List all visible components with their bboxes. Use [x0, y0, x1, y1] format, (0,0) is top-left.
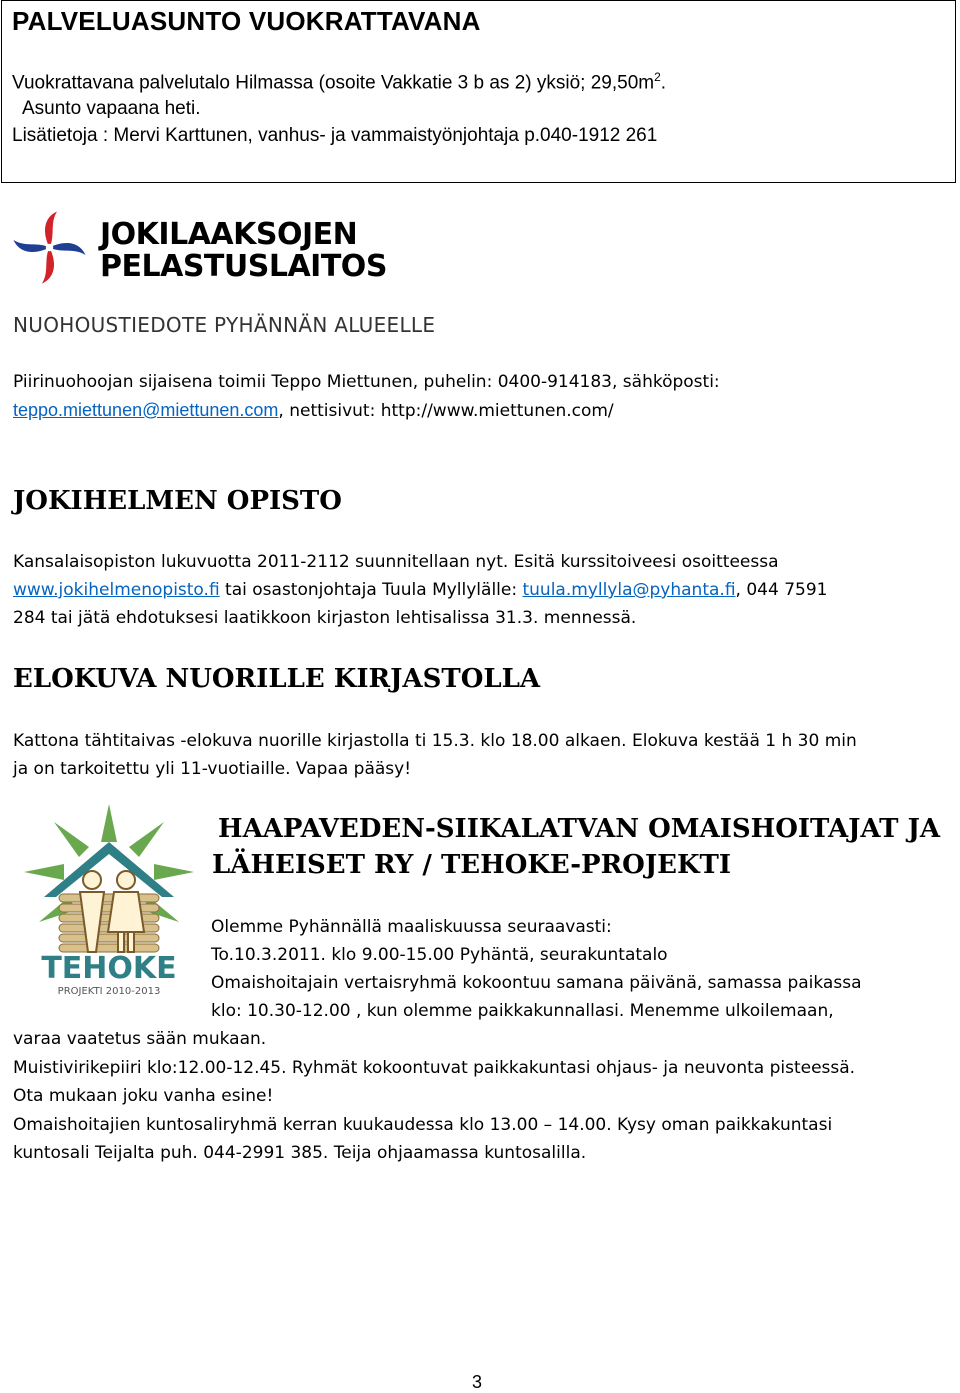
nuohous-line-1: Piirinuohoojan sijaisena toimii Teppo Miettunen, puhelin: 0400-914183, sähköposti:	[13, 372, 720, 392]
tehoke-title-line-2: LÄHEISET RY / TEHOKE-PROJEKTI	[212, 850, 732, 880]
nuohous-website-text: , nettisivut: http://www.miettunen.com/	[278, 401, 614, 421]
tehoke-line-5: varaa vaatetus sään mukaan.	[13, 1029, 267, 1049]
tehoke-title-line-1: HAAPAVEDEN-SIIKALATVAN OMAISHOITAJAT JA	[218, 814, 941, 844]
tehoke-line-4: klo: 10.30-12.00 , kun olemme paikkakunnallasi. Menemme ulkoilemaan,	[211, 1001, 834, 1021]
nuohous-line-2	[13, 400, 614, 421]
tehoke-line-3: Omaishoitajain vertaisryhmä kokoontuu samana päivänä, samassa paikassa	[211, 973, 862, 993]
elokuva-title: ELOKUVA NUORILLE KIRJASTOLLA	[13, 664, 541, 694]
opisto-line-1: Kansalaisopiston lukuvuotta 2011-2112 suunnitellaan nyt. Esitä kurssitoiveesi osoitteessa	[13, 552, 779, 572]
tehoke-logo-word: TEHOKE	[41, 951, 177, 986]
opisto-title: JOKIHELMEN OPISTO	[13, 486, 342, 516]
nuohous-title: NUOHOUSTIEDOTE PYHÄNNÄN ALUEELLE	[13, 313, 436, 337]
tehoke-line-6: Muistivirikepiiri klo:12.00-12.45. Ryhmät kokoontuvat paikkakuntasi ohjaus- ja neuvonta pisteessä.	[13, 1058, 856, 1078]
opisto-line-2-end: , 044 7591	[735, 580, 828, 600]
elokuva-line-1: Kattona tähtitaivas -elokuva nuorille kirjastolla ti 15.3. klo 18.00 alkaen. Elokuva kestää 1 h 30 min	[13, 731, 857, 751]
rental-superscript: 2	[654, 70, 661, 84]
rental-line-1-end: .	[660, 72, 667, 94]
tehoke-line-9: kuntosali Teijalta puh. 044-2991 385. Teija ohjaamassa kuntosalilla.	[13, 1143, 587, 1163]
tehoke-line-1: Olemme Pyhännällä maaliskuussa seuraavasti:	[211, 917, 612, 937]
pelastuslaitos-logo-line-2: PELASTUSLAITOS	[100, 249, 387, 284]
opisto-line-2	[13, 576, 827, 605]
rental-line-2: Asunto vapaana heti.	[22, 98, 201, 119]
rental-line-1-text: Vuokrattavana palvelutalo Hilmassa (osoite Vakkatie 3 b as 2) yksiö; 29,50m	[12, 72, 655, 94]
nuohous-email-link[interactable]: teppo.miettunen@miettunen.com	[13, 400, 279, 420]
rental-line-1	[12, 70, 666, 94]
tehoke-line-8: Omaishoitajien kuntosaliryhmä kerran kuukaudessa klo 13.00 – 14.00. Kysy oman paikkakuntasi	[13, 1115, 833, 1135]
rental-line-3: Lisätietoja : Mervi Karttunen, vanhus- ja vammaistyönjohtaja p.040-1912 261	[12, 125, 658, 146]
page-number: 3	[472, 1372, 483, 1392]
tehoke-logo-icon	[14, 802, 204, 1002]
tehoke-line-2: To.10.3.2011. klo 9.00-15.00 Pyhäntä, seurakuntatalo	[211, 945, 668, 965]
rental-title: PALVELUASUNTO VUOKRATTAVANA	[12, 6, 481, 36]
pelastuslaitos-emblem-icon	[12, 210, 87, 285]
opisto-email-link[interactable]: tuula.myllyla@pyhanta.fi	[522, 580, 736, 600]
opisto-line-3: 284 tai jätä ehdotuksesi laatikkoon kirjaston lehtisalissa 31.3. mennessä.	[13, 608, 637, 628]
opisto-line-2-text: tai osastonjohtaja Tuula Myllylälle:	[219, 580, 523, 600]
opisto-web-link[interactable]: www.jokihelmenopisto.fi	[13, 580, 220, 600]
tehoke-logo-subtitle: PROJEKTI 2010-2013	[57, 986, 161, 997]
elokuva-line-2: ja on tarkoitettu yli 11-vuotiaille. Vapaa pääsy!	[13, 759, 412, 779]
tehoke-line-7: Ota mukaan joku vanha esine!	[13, 1086, 274, 1106]
pelastuslaitos-logo-line-1: JOKILAAKSOJEN	[100, 217, 358, 252]
